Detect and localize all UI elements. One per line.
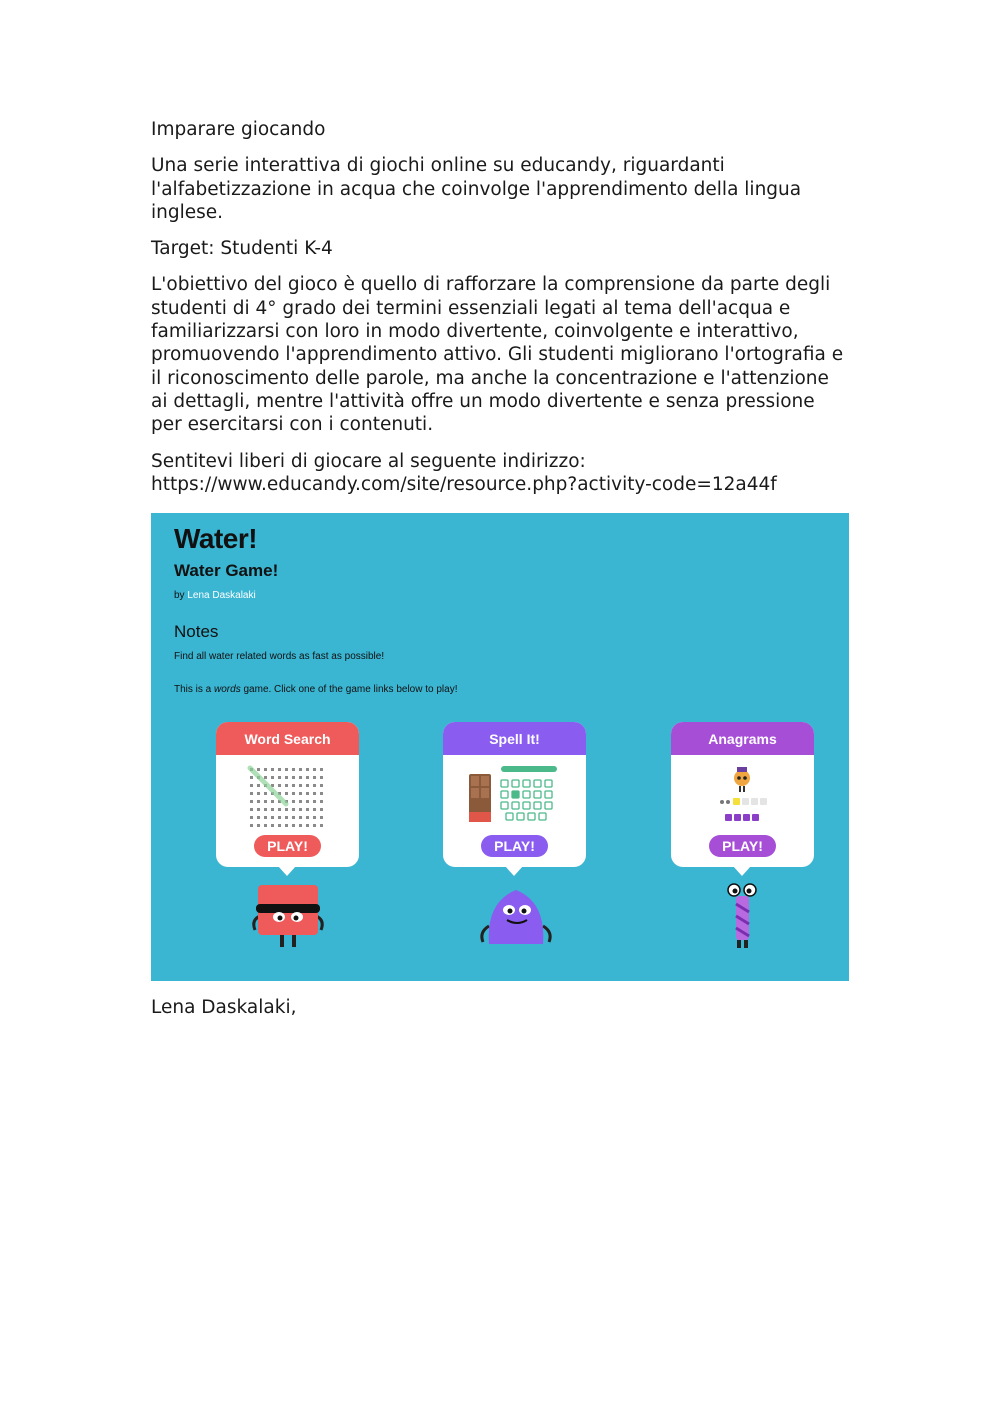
activity-url[interactable]: https://www.educandy.com/site/resource.php?activity-code=12a44f: [151, 473, 777, 495]
word-search-play-button[interactable]: PLAY!: [254, 835, 321, 857]
invite-paragraph: [151, 450, 851, 497]
spell-it-keyboard-icon: [453, 762, 576, 832]
note-line-2-pre: This is a: [174, 684, 212, 695]
note-line-1: Find all water related words as fast as possible!: [174, 651, 385, 662]
striped-pencil-mascot-icon: [697, 882, 787, 954]
by-label: by: [174, 590, 185, 601]
anagrams-card[interactable]: [671, 722, 814, 867]
note-line-2-emphasis: words: [214, 684, 241, 695]
note-line-2: [174, 684, 457, 695]
spell-it-card-title: Spell It!: [443, 722, 586, 755]
objective-paragraph: L'obiettivo del gioco è quello di rafforzare la comprensione da parte degli studenti di 4° grado dei termini essenziali legati al tema dell'acqua e familiarizzarsi con loro in modo divertente, coinvolgente e interattivo, promuovendo l'apprendimento attivo. Gli studenti migliorano l'ortografia e il riconoscimento delle parole, ma anche la concentrazione e l'attenzione ai dettagli, mentre l'attività offre un modo divertente e senza pressione per esercitarsi con i contenuti.: [151, 274, 844, 436]
byline: [174, 590, 256, 601]
spell-it-play-button[interactable]: PLAY!: [481, 835, 548, 857]
word-search-card-title: Word Search: [216, 722, 359, 755]
note-line-2-post: game. Click one of the game links below to play!: [243, 684, 458, 695]
anagrams-card-title: Anagrams: [671, 722, 814, 755]
notes-heading: Notes: [174, 622, 219, 641]
intro-paragraph: Una serie interattiva di giochi online su educandy, riguardanti l'alfabetizzazione in acqua che coinvolge l'apprendimento della lingua inglese.: [151, 155, 802, 223]
word-search-grid-icon: [226, 762, 349, 832]
invite-text: Sentitevi liberi di giocare al seguente indirizzo:: [151, 450, 586, 472]
anagrams-play-button[interactable]: PLAY!: [709, 835, 776, 857]
word-search-card[interactable]: [216, 722, 359, 867]
document-heading: Imparare giocando: [151, 119, 326, 140]
anagrams-tiles-icon: [681, 762, 804, 832]
signature: Lena Daskalaki,: [151, 997, 297, 1018]
target-line: Target: Studenti K-4: [151, 238, 333, 260]
educandy-screenshot: [151, 513, 849, 981]
purple-blob-mascot-icon: [471, 882, 561, 954]
red-block-mascot-icon: [243, 882, 333, 954]
author-link[interactable]: Lena Daskalaki: [187, 590, 256, 601]
document-body: [151, 118, 851, 509]
activity-title: Water!: [174, 523, 258, 554]
spell-it-card[interactable]: [443, 722, 586, 867]
activity-subtitle: Water Game!: [174, 561, 279, 580]
